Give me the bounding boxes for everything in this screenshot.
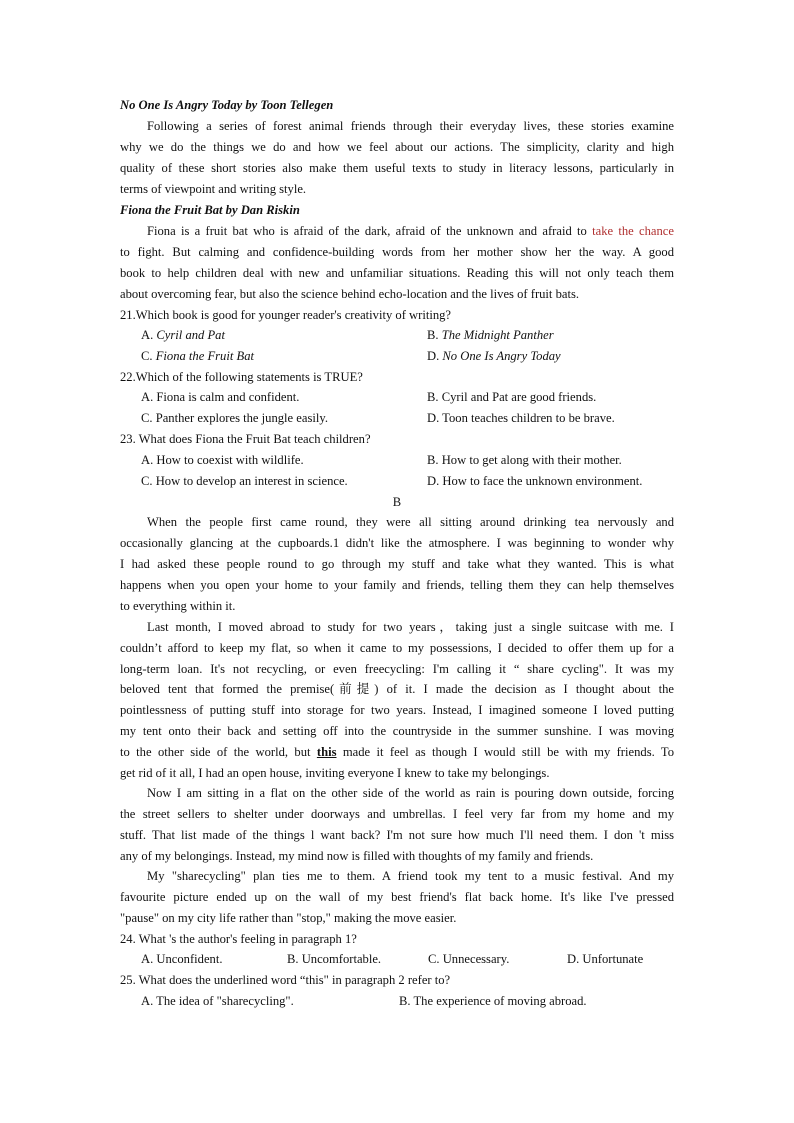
question-21-stem: 21.Which book is good for younger reader's creativity of writing? [120, 308, 452, 322]
q21-option-c [141, 346, 254, 367]
question-24-stem: 24. What 's the author's feeling in paragraph 1? [120, 932, 357, 946]
q23-option-a: A. How to coexist with wildlife. [141, 453, 304, 467]
question-22-stem: 22.Which of the following statements is TRUE? [120, 370, 363, 384]
q23-option-c: C. How to develop an interest in science. [141, 474, 348, 488]
paragraph-line: When the people first came round, they were all sitting around drinking tea nervously and [147, 515, 674, 529]
paragraph-line: book to help children deal with new and unfamiliar situations. Reading this will not only teach them [120, 266, 674, 280]
q23-option-d: D. How to face the unknown environment. [427, 474, 643, 488]
q24-option-d: D. Unfortunate [567, 952, 644, 966]
book-title-fiona-the-fruit-bat: Fiona the Fruit Bat by Dan Riskin [120, 203, 300, 217]
paragraph-line: pointlessness of putting stuff into storage for two years. Instead, I imagined someone I loved putting [120, 703, 674, 717]
paragraph-line: quality of these short stories also make them useful texts to study in literacy lessons, particularly in [120, 161, 674, 175]
option-letter: B. [427, 328, 442, 342]
highlighted-phrase: take the chance [592, 224, 674, 238]
paragraph-line: any of my belongings. Instead, my mind now is filled with thoughts of my family and friends. [120, 849, 594, 863]
option-text: Cyril and Pat [156, 328, 225, 342]
option-text: The Midnight Panther [441, 328, 554, 342]
paragraph-line: the street sellers to shelter under doorways and umbrellas. I feel very far from my home and my [120, 807, 674, 821]
option-letter: D. [427, 349, 443, 363]
paragraph-line: to fight. But calming and confidence-building words from her mother show her the way. A good [120, 245, 674, 259]
text-run: Fiona is a fruit bat who is afraid of the dark, afraid of the unknown and afraid to [147, 224, 593, 238]
paragraph-line: my tent onto their back and setting off into the countryside in the summer sunshine. I was moving [120, 724, 674, 738]
text-run: made it feel as though I would still be with my friends. To [336, 745, 674, 759]
paragraph-line: My "sharecycling" plan ties me to them. A friend took my tent to a music festival. And my [147, 869, 674, 883]
option-letter: A. [141, 328, 157, 342]
q22-option-b: B. Cyril and Pat are good friends. [427, 390, 597, 404]
paragraph-line: favourite picture ended up on the wall of my best friend's flat back home. It's like I've pressed [120, 890, 674, 904]
paragraph-line: terms of viewpoint and writing style. [120, 182, 307, 196]
q22-option-a: A. Fiona is calm and confident. [141, 390, 300, 404]
paragraph-line: long-term loan. It's not recycling, or even freecycling: I'm calling it “ share cycling". It was my [120, 662, 674, 676]
question-25-stem: 25. What does the underlined word “this" in paragraph 2 refer to? [120, 973, 451, 987]
paragraph-line: I had asked these people round to go through my stuff and take what they wanted. This is what [120, 557, 674, 571]
text-run: to the other side of the world, but [120, 745, 317, 759]
q22-option-c: C. Panther explores the jungle easily. [141, 411, 328, 425]
paragraph-line: Following a series of forest animal friends through their everyday lives, these stories examine [147, 119, 674, 133]
section-heading-b: B [392, 495, 402, 509]
paragraph-line: beloved tent that formed the premise(前提) of it. I made the decision as I thought about the [120, 682, 674, 696]
question-23-stem: 23. What does Fiona the Fruit Bat teach children? [120, 432, 371, 446]
q22-option-d: D. Toon teaches children to be brave. [427, 411, 615, 425]
paragraph-line: get rid of it all, I had an open house, inviting everyone I knew to take my belongings. [120, 766, 550, 780]
paragraph-line: Now I am sitting in a flat on the other side of the world as rain is pouring down outside, forcing [147, 786, 674, 800]
paragraph-line: happens when you open your home to your family and friends, telling them they can help themselves [120, 578, 674, 592]
book-title-no-one-is-angry: No One Is Angry Today by Toon Tellegen [120, 98, 334, 112]
q23-option-b: B. How to get along with their mother. [427, 453, 622, 467]
paragraph-line: stuff. That list made of the things l want back? I'm not sure how much I'll need them. I don 't miss [120, 828, 674, 842]
q25-option-a: A. The idea of "sharecycling". [141, 994, 294, 1008]
paragraph-line [120, 221, 674, 242]
paragraph-line: about overcoming fear, but also the science behind echo-location and the lives of fruit bats. [120, 287, 580, 301]
option-letter: C. [141, 349, 156, 363]
option-text: No One Is Angry Today [442, 349, 561, 363]
q21-option-a [141, 325, 225, 346]
q21-option-b [427, 325, 554, 346]
paragraph-line: Last month, I moved abroad to study for two years，taking just a single suitcase with me. I [147, 620, 674, 634]
underlined-word-this: this [316, 745, 337, 759]
q24-option-c: C. Unnecessary. [428, 952, 510, 966]
paragraph-line: couldn’t afford to keep my flat, so when it came to my possessions, I decided to offer them up for a [120, 641, 674, 655]
q21-option-d [427, 346, 561, 367]
q24-option-a: A. Unconfident. [141, 952, 223, 966]
paragraph-line: why we do the things we do and how we feel about our actions. The simplicity, clarity and high [120, 140, 674, 154]
paragraph-line: "pause" on my city life rather than "stop," making the move easier. [120, 911, 457, 925]
paragraph-line: occasionally glancing at the cupboards.1 didn't like the atmosphere. I was beginning to wonder why [120, 536, 674, 550]
paragraph-line [120, 742, 674, 763]
option-text: Fiona the Fruit Bat [155, 349, 254, 363]
paragraph-line: to everything within it. [120, 599, 236, 613]
q24-option-b: B. Uncomfortable. [287, 952, 382, 966]
q25-option-b: B. The experience of moving abroad. [399, 994, 587, 1008]
